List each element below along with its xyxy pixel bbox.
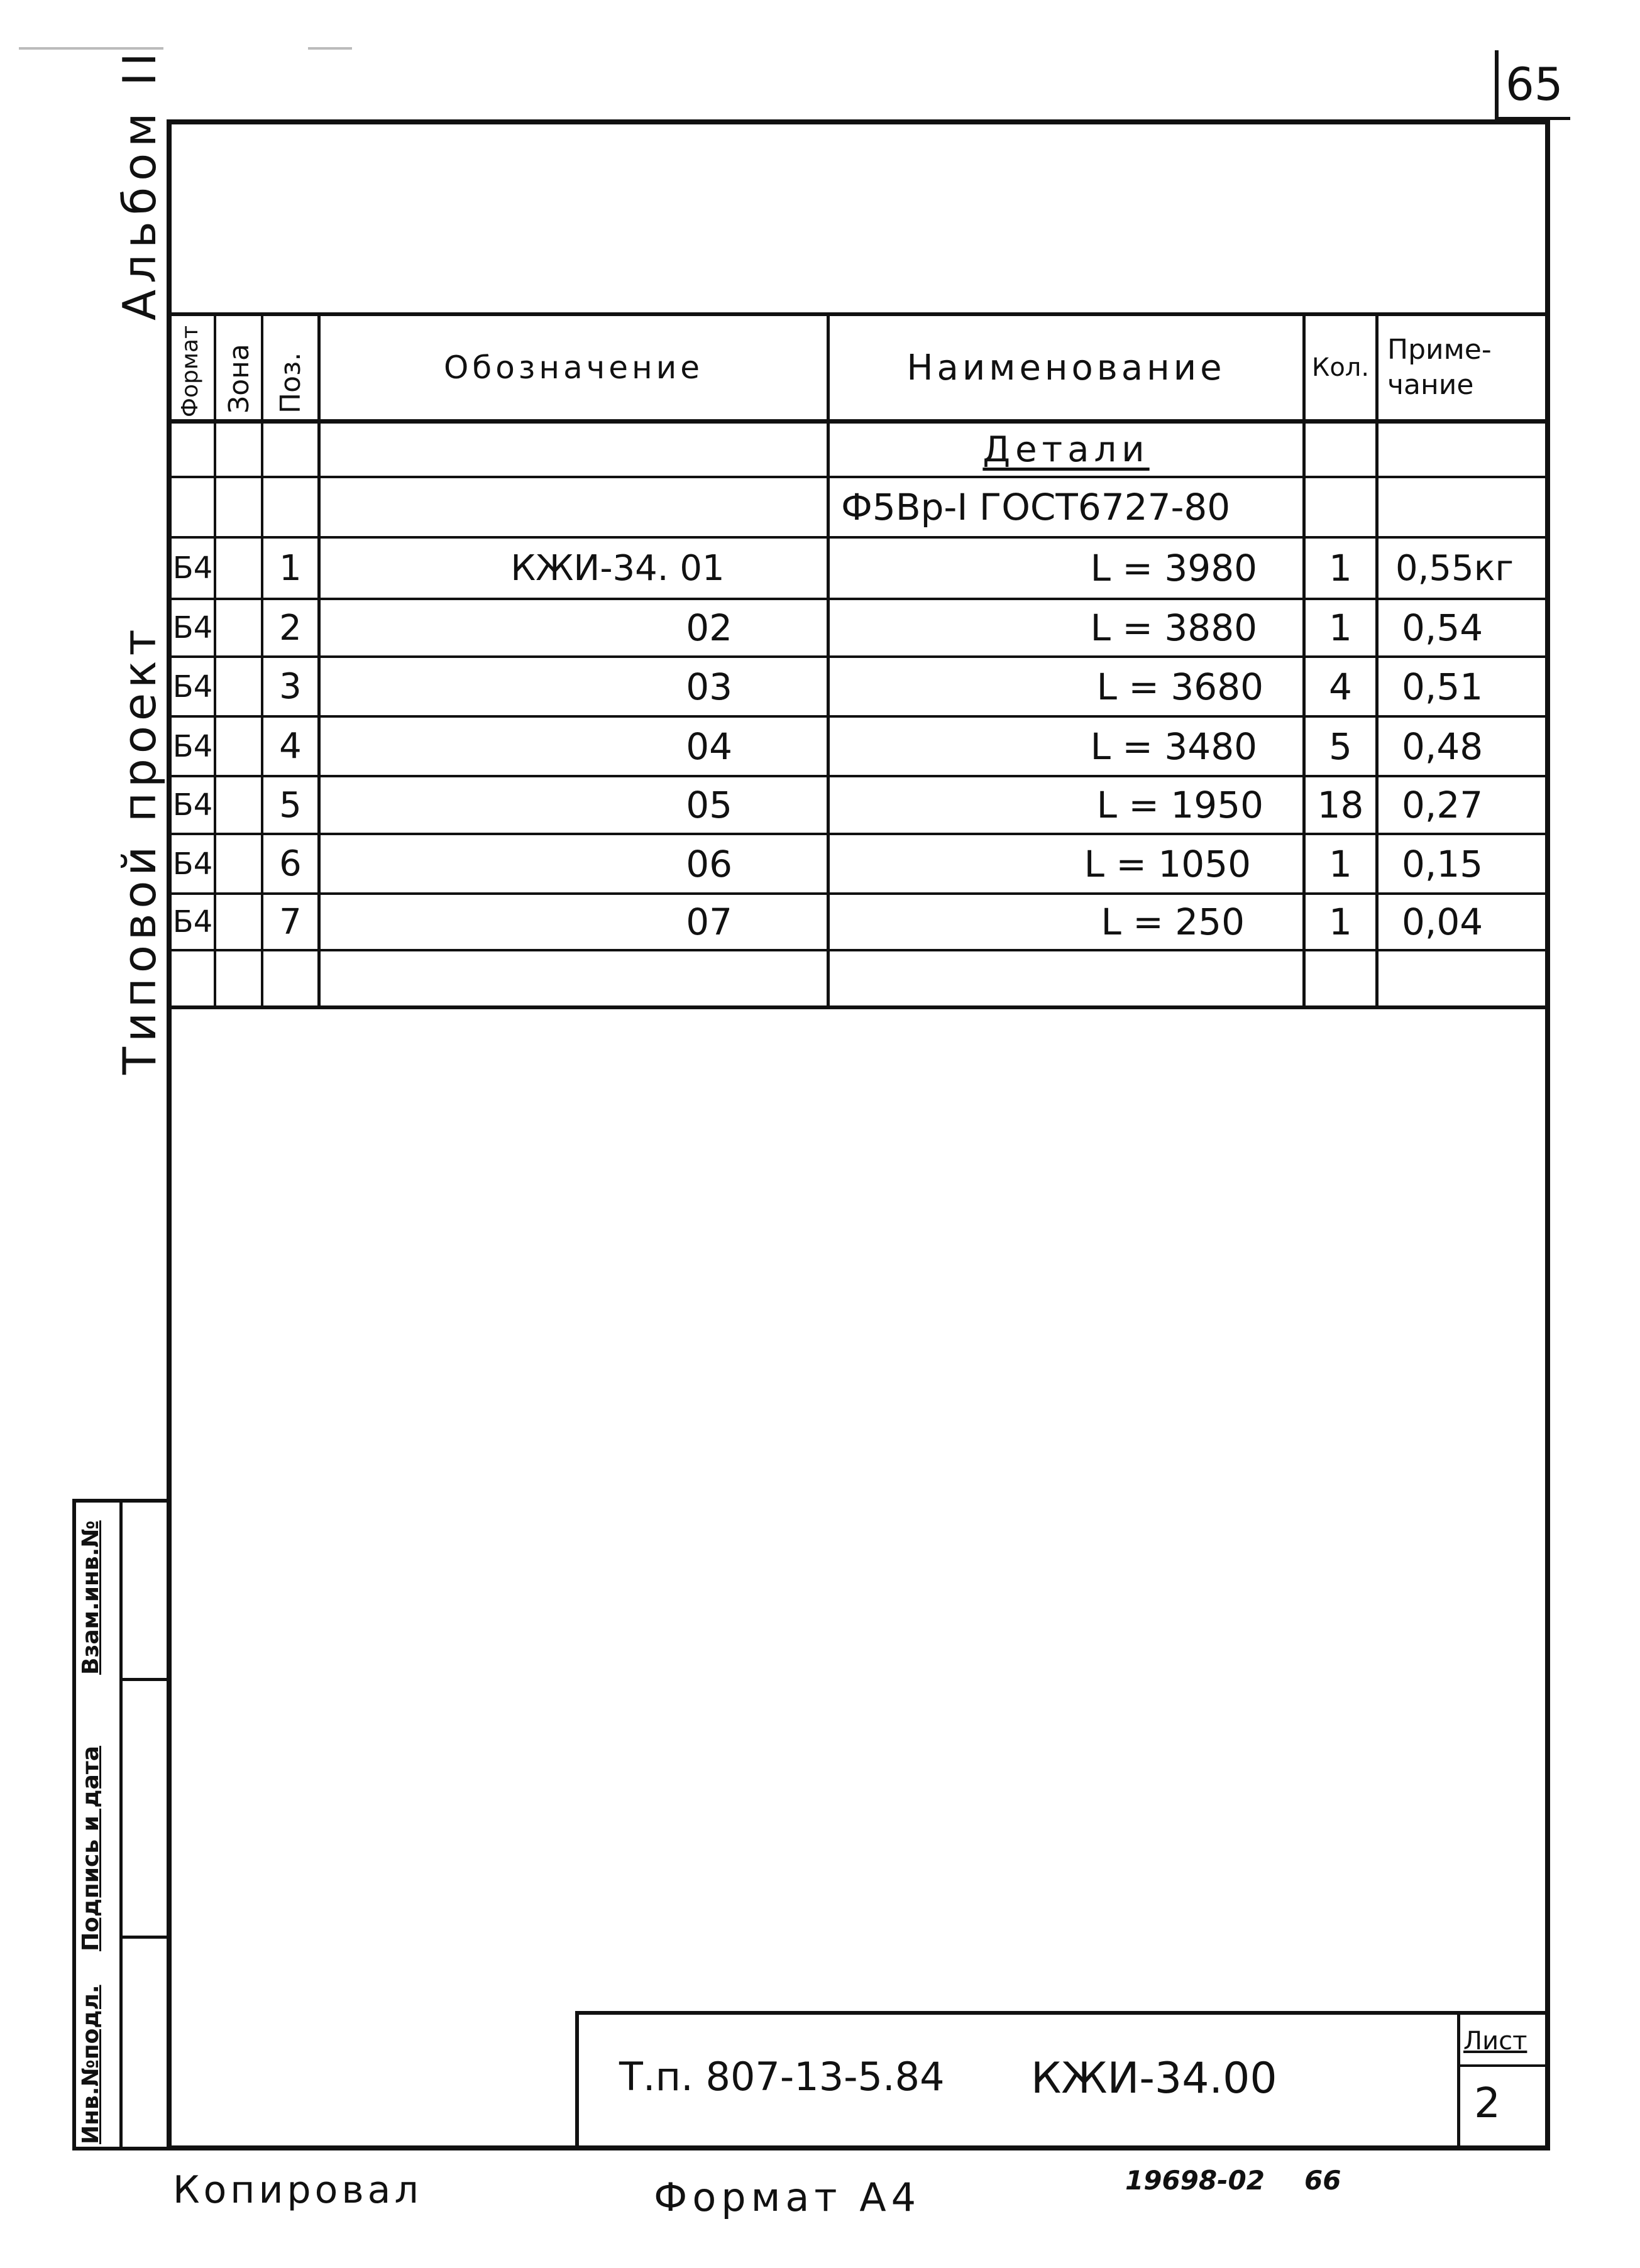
table-bottom-line xyxy=(167,1005,1549,1009)
header-note-line1: Приме- xyxy=(1387,334,1492,366)
row-pos: 7 xyxy=(279,901,302,943)
row-qty: 1 xyxy=(1329,901,1352,943)
row-name: L = 3980 xyxy=(1090,547,1257,589)
row-note: 0,15 xyxy=(1402,842,1483,885)
row-name: L = 1950 xyxy=(1096,784,1263,826)
left-stamp-divider xyxy=(119,1936,167,1939)
row-note: 0,54 xyxy=(1402,606,1483,649)
section-title-text: Детали xyxy=(982,429,1150,470)
row-designation: 07 xyxy=(686,901,732,943)
row-format: Б4 xyxy=(172,551,213,586)
row-designation: 05 xyxy=(686,784,732,826)
row-note: 0,55кг xyxy=(1395,547,1514,589)
header-name: Наименование xyxy=(906,347,1226,388)
footer-order-number: 19698-02 xyxy=(1125,2165,1265,2196)
header-qty: Кол. xyxy=(1311,353,1370,382)
title-block-left xyxy=(575,2011,579,2150)
header-zone: Зона xyxy=(223,344,255,414)
left-stamp-divider xyxy=(119,1499,123,2150)
stamp-sign-date: Подпись и дата xyxy=(78,1746,104,1951)
frame-left xyxy=(167,119,172,2149)
album-label: Альбом II xyxy=(113,47,166,320)
title-block-sheet-divider xyxy=(1457,2011,1460,2150)
row-name: L = 3680 xyxy=(1096,665,1263,708)
sheet-label: Лист xyxy=(1463,2027,1527,2056)
row-format: Б4 xyxy=(172,728,213,764)
project-code: Т.п. 807-13-5.84 xyxy=(619,2054,945,2100)
footer-format: Формат А4 xyxy=(654,2174,922,2220)
title-block-top xyxy=(575,2011,1549,2015)
left-stamp-divider xyxy=(119,1678,167,1681)
row-pos: 2 xyxy=(279,607,302,649)
row-pos: 3 xyxy=(279,666,302,707)
row-note: 0,48 xyxy=(1402,725,1483,768)
row-name: L = 250 xyxy=(1101,901,1245,943)
row-pos: 1 xyxy=(279,547,302,589)
row-designation: 06 xyxy=(686,842,732,885)
section-subtitle: Ф5Вр-I ГОСТ6727-80 xyxy=(841,486,1231,529)
header-pos: Поз. xyxy=(275,352,307,414)
frame-bottom xyxy=(167,2145,1550,2150)
row-pos: 6 xyxy=(279,843,302,884)
sheet-value: 2 xyxy=(1474,2079,1500,2127)
row-name: L = 3480 xyxy=(1090,725,1257,768)
row-name: L = 3880 xyxy=(1090,606,1257,649)
header-designation: Обозначение xyxy=(444,349,703,386)
row-qty: 18 xyxy=(1317,784,1364,826)
sheet-number-divider xyxy=(1495,50,1499,118)
stamp-replace-inv: Взам.инв.№ xyxy=(78,1520,104,1675)
row-note: 0,04 xyxy=(1402,901,1483,943)
row-qty: 1 xyxy=(1329,842,1352,885)
row-qty: 5 xyxy=(1329,725,1352,768)
section-title xyxy=(830,424,1302,476)
row-format: Б4 xyxy=(172,846,213,882)
row-qty: 1 xyxy=(1329,606,1352,649)
row-format: Б4 xyxy=(172,904,213,940)
row-format: Б4 xyxy=(172,669,213,704)
row-designation: 03 xyxy=(686,665,732,708)
row-line xyxy=(167,949,1549,951)
row-qty: 4 xyxy=(1329,665,1352,708)
footer-copied: Копировал xyxy=(173,2168,422,2212)
row-format: Б4 xyxy=(172,610,213,645)
header-format: Формат xyxy=(177,325,203,417)
row-designation: КЖИ-34. 01 xyxy=(510,547,725,589)
row-note: 0,27 xyxy=(1402,784,1483,826)
scan-mark xyxy=(308,47,352,50)
row-pos: 5 xyxy=(279,784,302,826)
col-line xyxy=(214,312,216,1009)
header-note xyxy=(1379,316,1554,419)
project-label: Типовой проект xyxy=(113,624,166,1075)
doc-code: КЖИ-34.00 xyxy=(1031,2054,1277,2103)
frame-top xyxy=(167,119,1549,124)
sheet-number-top: 65 xyxy=(1505,58,1563,111)
row-designation: 04 xyxy=(686,725,732,768)
row-pos: 4 xyxy=(279,726,302,767)
header-note-line2: чание xyxy=(1387,369,1474,401)
title-block-sheet-divider xyxy=(1457,2064,1549,2067)
frame-right xyxy=(1545,119,1550,2150)
row-qty: 1 xyxy=(1329,547,1352,589)
row-note: 0,51 xyxy=(1402,665,1483,708)
footer-page-number: 66 xyxy=(1304,2165,1341,2196)
row-designation: 02 xyxy=(686,606,732,649)
row-format: Б4 xyxy=(172,787,213,823)
row-name: L = 1050 xyxy=(1084,842,1251,885)
header-bottom-line xyxy=(167,419,1549,424)
stamp-inv-orig: Инв.№подл. xyxy=(78,1985,104,2144)
